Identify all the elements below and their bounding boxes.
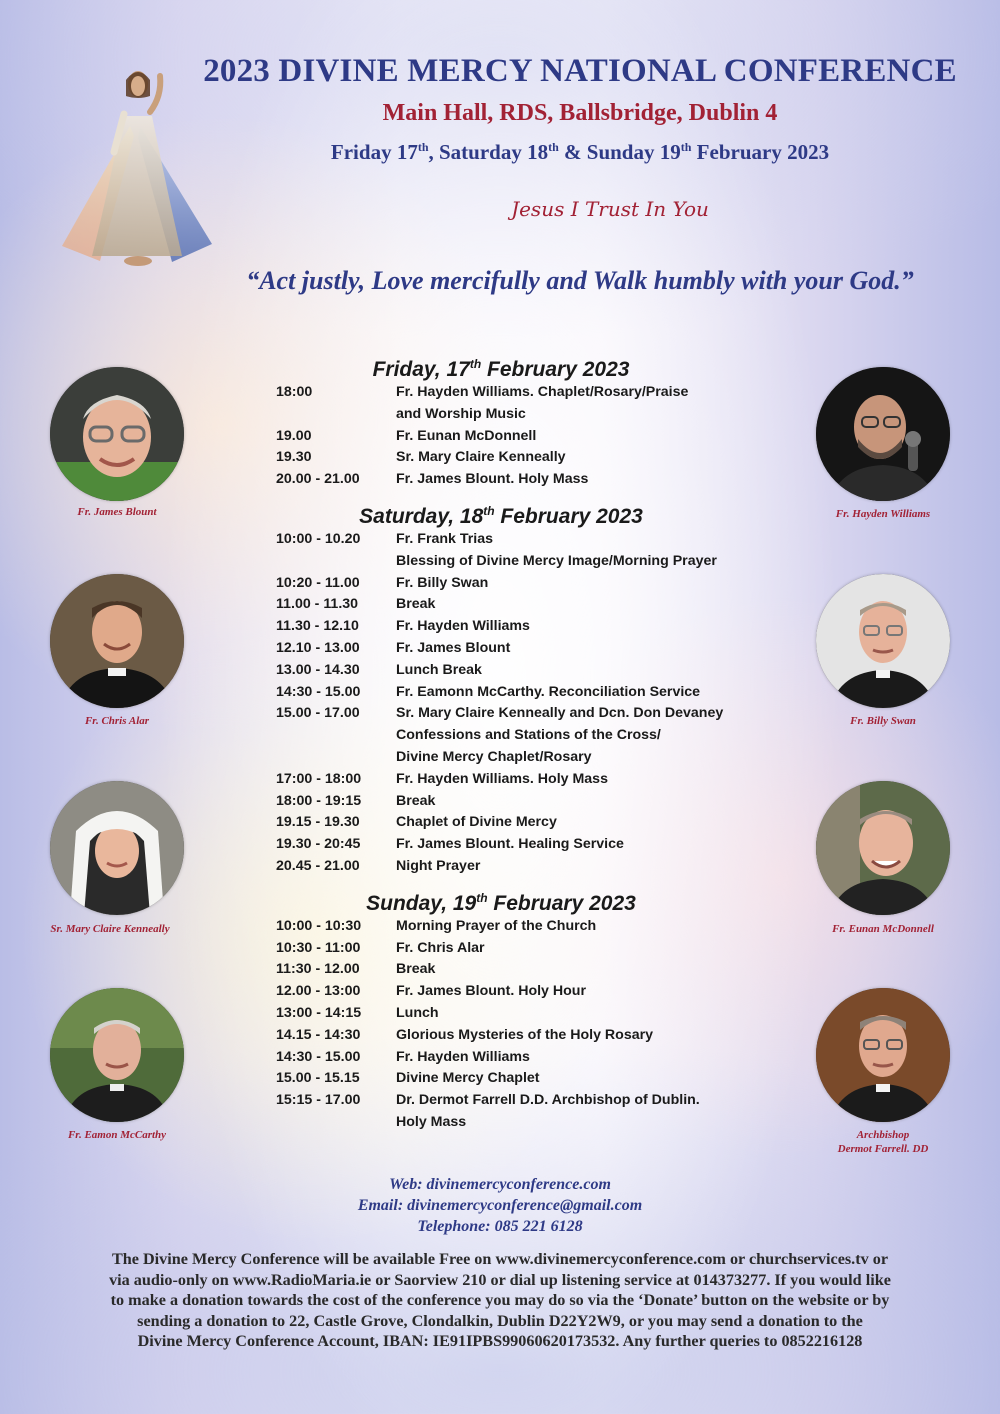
schedule-time: 10:00 - 10:30 — [276, 917, 362, 934]
schedule-row — [276, 981, 776, 1003]
footer-line: via audio-only on www.RadioMaria.ie or Saorview 210 or dial up listening service at 014373277. If you would like — [109, 1270, 891, 1289]
schedule-item: Fr. Hayden Williams. Chaplet/Rosary/Praise — [396, 384, 689, 400]
schedule-time — [276, 551, 396, 573]
photo-chris-alar — [50, 574, 184, 708]
schedule-time — [276, 725, 396, 747]
schedule-item: Divine Mercy Chaplet/Rosary — [396, 748, 592, 765]
schedule-item: Lunch Break — [396, 661, 482, 678]
schedule-row — [276, 638, 776, 660]
schedule-item: Dr. Dermot Farrell D.D. Archbishop of Dublin. — [396, 1092, 700, 1109]
web-link[interactable]: Web: divinemercyconference.com — [389, 1176, 611, 1193]
schedule-item: Chaplet of Divine Mercy — [396, 814, 557, 831]
schedule-item: Sr. Mary Claire Kenneally and Dcn. Don Devaney — [396, 705, 724, 722]
schedule-row — [276, 834, 776, 856]
schedule-time: 10:30 - 11:00 — [276, 939, 361, 956]
telephone: Telephone: 085 221 6128 — [417, 1218, 583, 1235]
schedule-row — [276, 1047, 776, 1069]
schedule-row — [276, 959, 776, 981]
schedule-item: Sr. Mary Claire Kenneally — [396, 449, 566, 466]
schedule-item: Break — [396, 596, 436, 613]
schedule-time — [276, 747, 396, 769]
caption-eamon-mccarthy: Fr. Eamon McCarthy — [67, 1129, 167, 1141]
footer-line: sending a donation to 22, Castle Grove, Clondalkin, Dublin D22Y2W9, or you may send a donation to the — [137, 1311, 863, 1330]
schedule-time: 14:30 - 15.00 — [276, 1048, 361, 1065]
schedule-time: 15.00 - 17.00 — [276, 705, 360, 722]
schedule-row — [276, 682, 776, 704]
conference-schedule — [276, 352, 776, 1134]
schedule-row — [276, 573, 776, 595]
schedule-item: Morning Prayer of the Church — [396, 917, 597, 934]
schedule-row — [276, 938, 776, 960]
schedule-row — [276, 791, 776, 813]
schedule-item: Blessing of Divine Mercy Image/Morning Prayer — [396, 552, 717, 569]
schedule-row — [276, 447, 776, 469]
schedule-time: 18:00 — [276, 384, 313, 400]
photo-eunan-mcdonnell — [816, 781, 950, 915]
schedule-item: Fr. James Blount — [396, 639, 511, 656]
schedule-item: Fr. Frank Trias — [396, 530, 493, 547]
footer-line: Divine Mercy Conference Account, IBAN: IE91IPBS99060620173532. Any further queries to 0852216128 — [137, 1332, 863, 1351]
schedule-time: 18:00 - 19:15 — [276, 792, 362, 809]
schedule-item: Fr. James Blount. Healing Service — [396, 836, 624, 853]
photo-eamon-mccarthy — [50, 988, 184, 1122]
motto: Jesus I Trust In You — [511, 197, 709, 221]
schedule-item: Glorious Mysteries of the Holy Rosary — [396, 1026, 654, 1043]
conference-title: 2023 DIVINE MERCY NATIONAL CONFERENCE — [203, 53, 957, 89]
schedule-time: 19.15 - 19.30 — [276, 814, 360, 831]
photo-mary-claire-kenneally — [50, 781, 184, 915]
schedule-row — [276, 529, 776, 551]
footer-line: The Divine Mercy Conference will be available Free on www.divinemercyconference.com or churchservices.tv or — [111, 1250, 889, 1268]
scripture-quote: “Act justly, Love mercifully and Walk humbly with your God.” — [246, 266, 914, 295]
contact-block — [200, 1174, 800, 1237]
footer-line: to make a donation towards the cost of the conference you may do so via the ‘Donate’ button on the website or by — [110, 1291, 890, 1310]
schedule-row — [276, 382, 776, 404]
schedule-time: 11.30 - 12.10 — [276, 618, 359, 635]
schedule-item: Fr. James Blount. Holy Hour — [396, 983, 586, 1000]
schedule-row — [276, 747, 776, 769]
schedule-time — [276, 404, 396, 426]
schedule-item: Confessions and Stations of the Cross/ — [396, 727, 661, 744]
schedule-row — [276, 660, 776, 682]
schedule-time: 13:00 - 14:15 — [276, 1004, 362, 1021]
schedule-item: Holy Mass — [396, 1113, 467, 1130]
schedule-item: Fr. Eamonn McCarthy. Reconciliation Service — [396, 683, 701, 700]
schedule-item: and Worship Music — [396, 405, 526, 422]
schedule-row — [276, 1112, 776, 1134]
schedule-time — [276, 1112, 396, 1134]
schedule-row — [276, 916, 776, 938]
schedule-item: Fr. Hayden Williams — [396, 618, 530, 635]
schedule-row — [276, 426, 776, 448]
schedule-row — [276, 812, 776, 834]
schedule-time: 13.00 - 14.30 — [276, 661, 360, 678]
photo-hayden-williams — [816, 367, 950, 501]
schedule-time: 10:00 - 10.20 — [276, 530, 361, 547]
schedule-row — [276, 1025, 776, 1047]
schedule-item: Fr. James Blount. Holy Mass — [396, 471, 589, 488]
schedule-time: 12.00 - 13:00 — [276, 983, 361, 1000]
schedule-row — [276, 725, 776, 747]
schedule-time: 14:30 - 15.00 — [276, 683, 361, 700]
schedule-time: 15.00 - 15.15 — [276, 1070, 360, 1087]
schedule-item: Divine Mercy Chaplet — [396, 1070, 540, 1087]
caption-dermot-farrell: Archbishop Dermot Farrell. DD — [837, 1129, 929, 1155]
schedule-item: Fr. Chris Alar — [396, 939, 485, 956]
schedule-row — [276, 703, 776, 725]
schedule-time: 19.30 - 20:45 — [276, 836, 361, 853]
schedule-time: 15:15 - 17.00 — [276, 1092, 361, 1109]
schedule-row — [276, 1090, 776, 1112]
email-link[interactable]: Email: divinemercyconference@gmail.com — [357, 1197, 643, 1214]
photo-dermot-farrell — [816, 988, 950, 1122]
photo-billy-swan — [816, 574, 950, 708]
schedule-time: 20.45 - 21.00 — [276, 857, 360, 874]
footer-notice — [30, 1249, 970, 1352]
schedule-time: 10:20 - 11.00 — [276, 574, 360, 591]
schedule-time: 19.00 — [276, 427, 312, 444]
schedule-row — [276, 469, 776, 491]
schedule-item: Break — [396, 961, 436, 978]
sunday-heading: Sunday, 19th February 2023 — [366, 890, 636, 915]
caption-billy-swan: Fr. Billy Swan — [850, 715, 916, 727]
schedule-item: Fr. Billy Swan — [396, 574, 489, 591]
schedule-time: 11.00 - 11.30 — [276, 596, 359, 613]
saturday-rows — [276, 529, 776, 878]
schedule-time: 19.30 — [276, 449, 312, 466]
schedule-time: 12.10 - 13.00 — [276, 639, 360, 656]
schedule-row — [276, 616, 776, 638]
schedule-item: Fr. Hayden Williams — [396, 1048, 530, 1065]
schedule-item: Fr. Hayden Williams. Holy Mass — [396, 770, 608, 787]
sunday-rows — [276, 916, 776, 1134]
schedule-row — [276, 594, 776, 616]
schedule-time: 20.00 - 21.00 — [276, 471, 360, 488]
caption-eunan-mcdonnell: Fr. Eunan McDonnell — [832, 923, 934, 935]
schedule-row — [276, 1068, 776, 1090]
caption-chris-alar: Fr. Chris Alar — [84, 715, 150, 727]
schedule-row — [276, 769, 776, 791]
schedule-row — [276, 1003, 776, 1025]
schedule-row — [276, 551, 776, 573]
friday-rows — [276, 382, 776, 491]
caption-mary-claire-kenneally: Sr. Mary Claire Kenneally — [50, 923, 170, 935]
schedule-item: Fr. Eunan McDonnell — [396, 427, 537, 444]
schedule-time: 11:30 - 12.00 — [276, 961, 360, 978]
schedule-time: 14.15 - 14:30 — [276, 1026, 361, 1043]
friday-heading: Friday, 17th February 2023 — [372, 357, 630, 381]
schedule-row — [276, 404, 776, 426]
schedule-time: 17:00 - 18:00 — [276, 770, 362, 787]
caption-hayden-williams: Fr. Hayden Williams — [835, 508, 931, 520]
schedule-item: Night Prayer — [396, 857, 481, 874]
schedule-item: Lunch — [396, 1004, 439, 1021]
caption-james-blount: Fr. James Blount — [77, 506, 157, 518]
saturday-heading: Saturday, 18th February 2023 — [359, 503, 643, 528]
schedule-row — [276, 856, 776, 878]
photo-james-blount — [50, 367, 184, 501]
venue: Main Hall, RDS, Ballsbridge, Dublin 4 — [382, 100, 778, 126]
conference-dates: Friday 17th, Saturday 18th & Sunday 19th February 2023 — [330, 140, 830, 164]
schedule-item: Break — [396, 792, 436, 809]
